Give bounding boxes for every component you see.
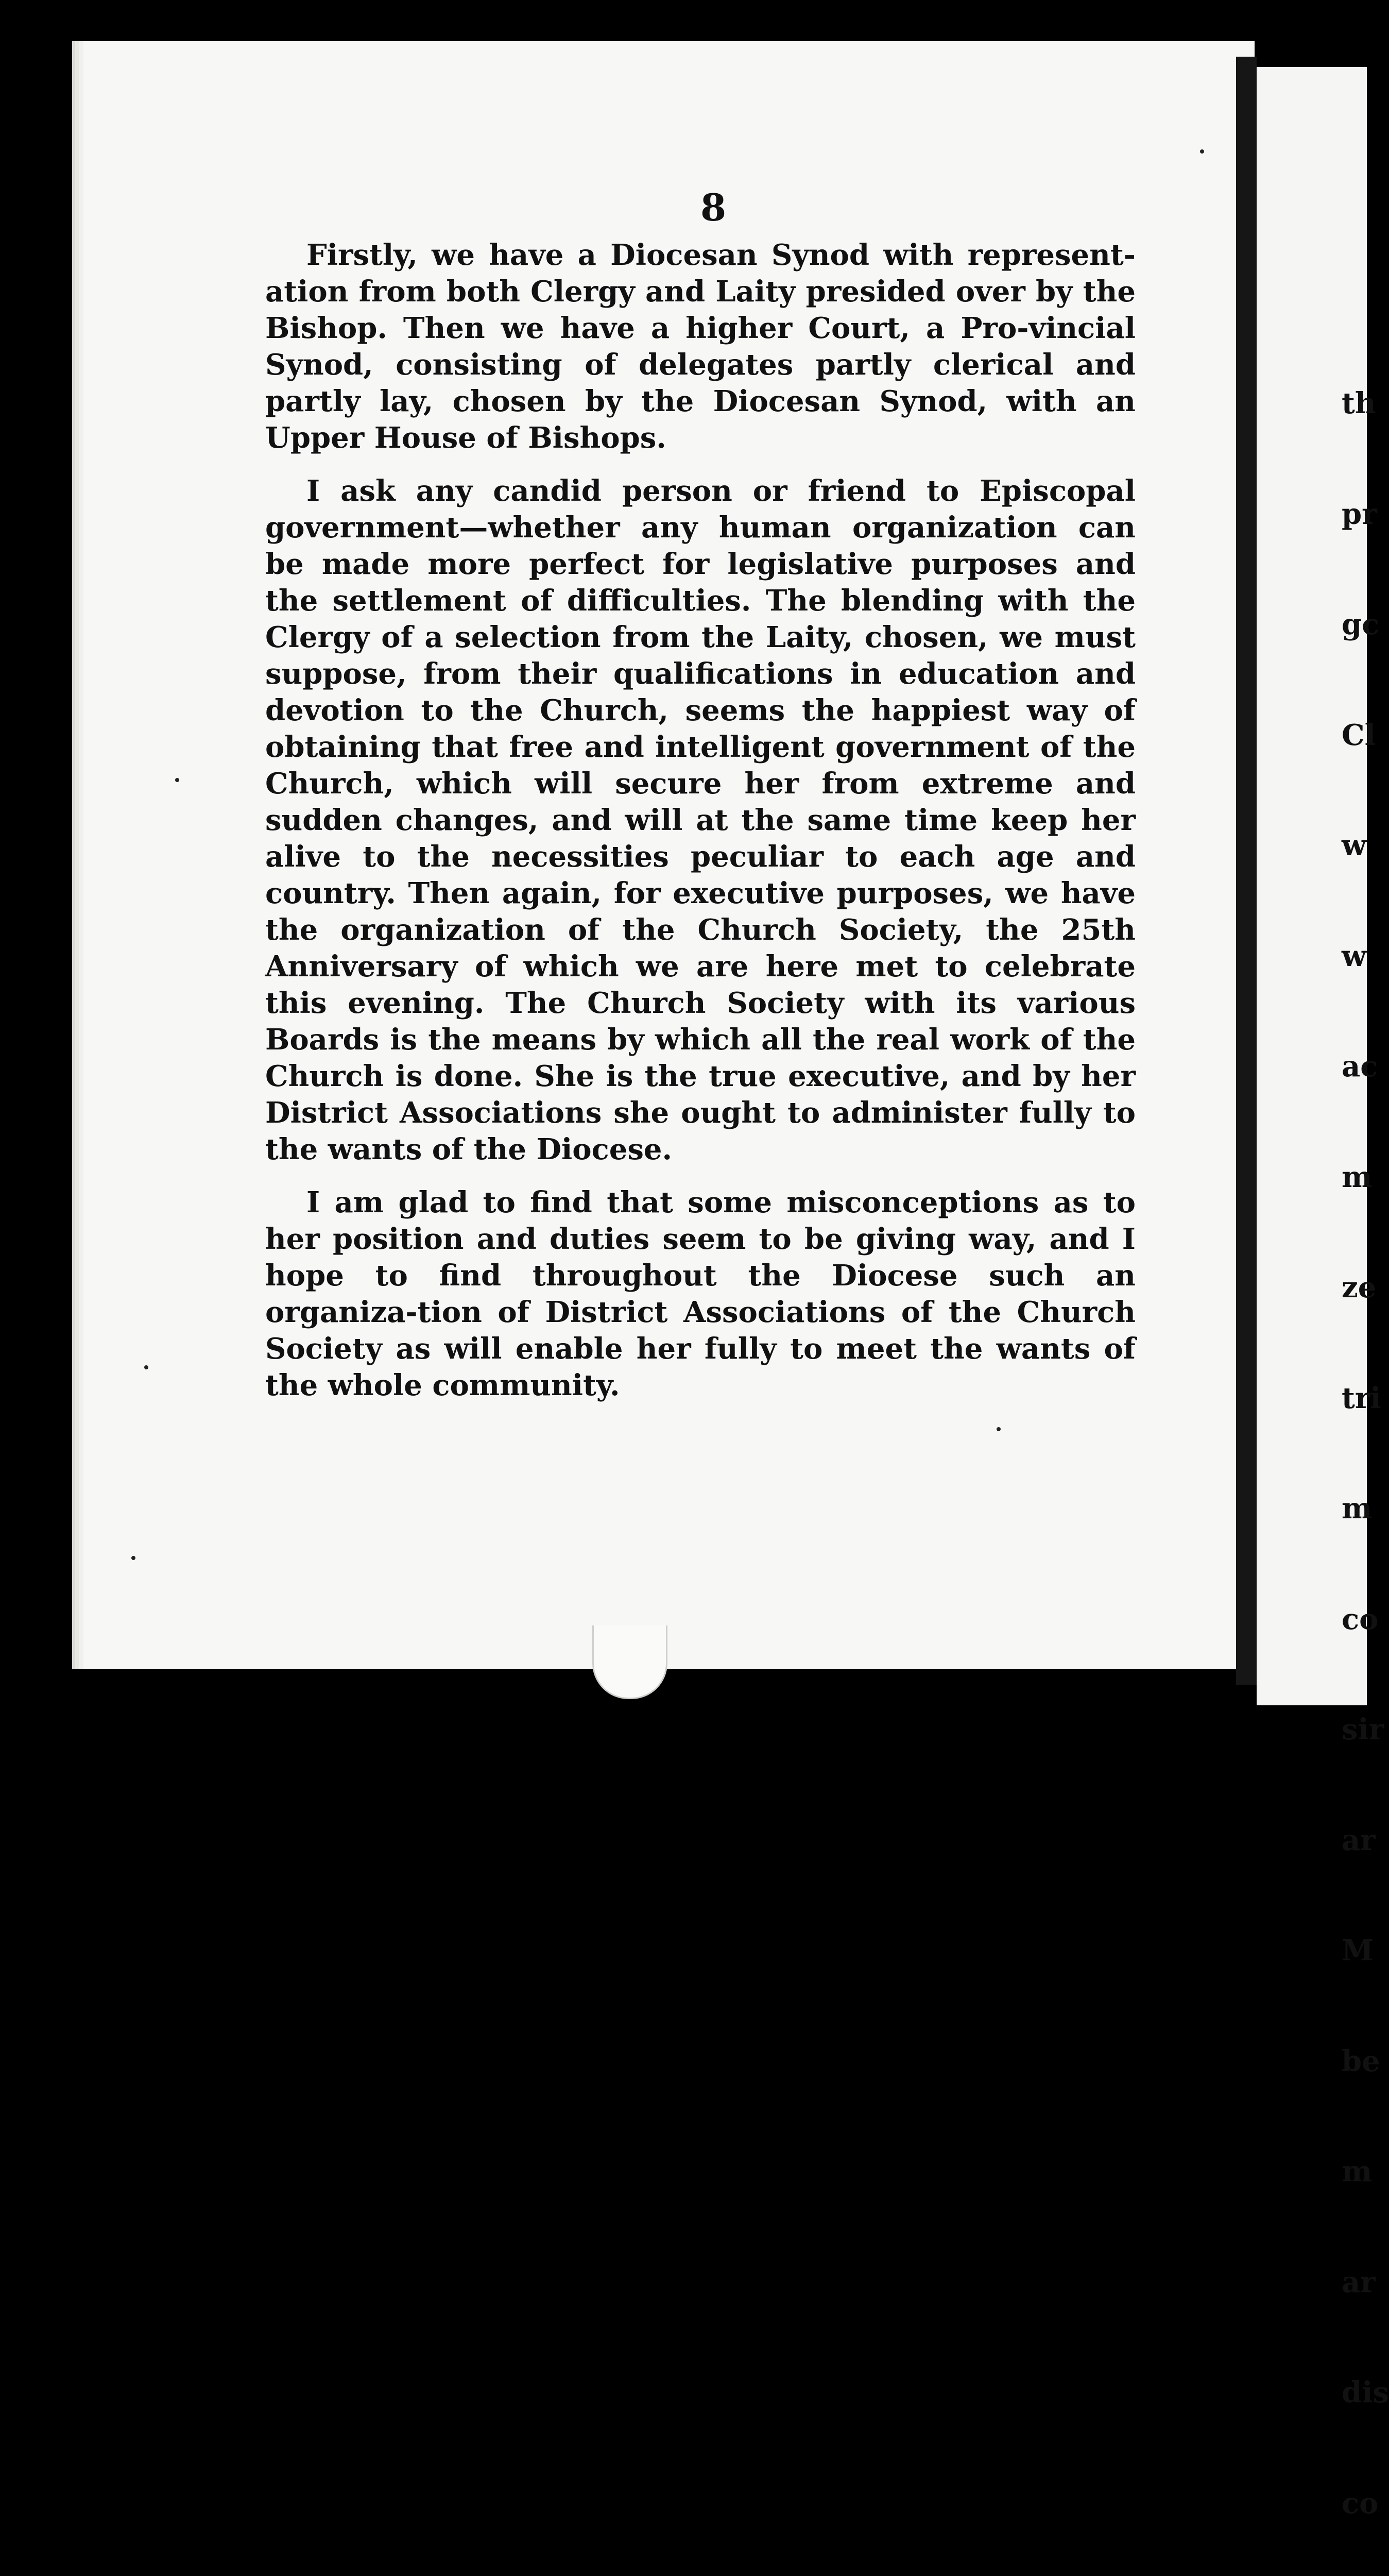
facing-line: w [1342, 828, 1367, 862]
facing-line: sir [1342, 1713, 1384, 1747]
facing-line: m [1342, 1160, 1373, 1194]
ink-speck [1200, 149, 1204, 154]
facing-line: th [1342, 386, 1376, 420]
facing-line: ar [1342, 1823, 1376, 1857]
facing-line: m [1342, 2155, 1373, 2189]
facing-line: tri [1342, 1381, 1381, 1415]
ink-speck [997, 1427, 1001, 1431]
page-curl [592, 1625, 667, 1699]
facing-page-text [1342, 312, 1389, 2576]
page-body [265, 237, 1136, 1420]
book-spine [1236, 57, 1257, 1685]
facing-line: Cl [1342, 718, 1376, 752]
facing-line: ac [1342, 1049, 1378, 1083]
facing-line: be [1342, 2044, 1380, 2078]
facing-line: ze [1342, 1270, 1377, 1304]
facing-line: m [1342, 1492, 1373, 1526]
facing-line: ar [1342, 2265, 1376, 2299]
facing-line: w [1342, 939, 1367, 973]
paragraph-1: Firstly, we have a Diocesan Synod with represent-ation from both Clergy and Laity presided over by the Bishop. Then we have a higher Court, a Pro-vincial Synod, consisting of delegates partly clerical and partly lay, chosen by the Diocesan Synod, with an Upper House of Bishops. [265, 238, 1136, 455]
facing-line: gc [1342, 607, 1380, 641]
facing-line: pr [1342, 497, 1377, 531]
page-number: 8 [700, 185, 727, 229]
facing-line: dis [1342, 2376, 1389, 2410]
facing-line: co [1342, 2486, 1379, 2520]
ink-speck [131, 1556, 135, 1560]
paragraph-2: I ask any candid person or friend to Episcopal government—whether any human organization can be made more perfect for legislative purposes and the settlement of difficulties. The blending with the Clergy of a selection from the Laity, chosen, we must suppose, from their qualifications in education and devotion to the Church, seems the happiest way of obtaining that free and intelligent government of the Church, which will secure her from extreme and sudden changes, and will at the same time keep her alive to the necessities peculiar to each age and country. Then again, for executive purposes, we have the organization of the Church Society, the 25th Anniversary of which we are here met to celebrate this evening. The Church Society with its various Boards is the means by which all the real work of the Church is done. She is the true executive, and by her District Associations she ought to administer fully to the wants of the Diocese. [265, 474, 1136, 1166]
facing-line: co [1342, 1602, 1379, 1636]
ink-speck [144, 1365, 148, 1369]
facing-line: M [1342, 1934, 1374, 1968]
ink-speck [175, 778, 179, 782]
paragraph-3: I am glad to find that some misconceptions as to her position and duties seem to be giving way, and I hope to find throughout the Diocese such an organiza-tion of District Associations of the Church Society as will enable her fully to meet the wants of the whole community. [265, 1185, 1136, 1402]
